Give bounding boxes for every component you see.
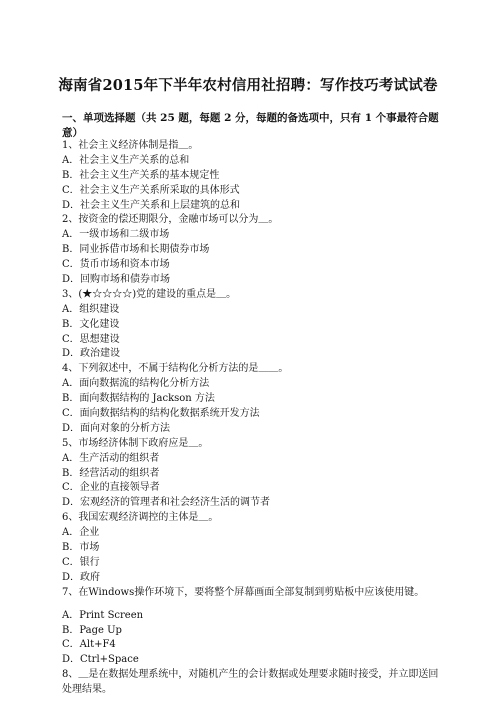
option-line: B．Page Up <box>62 624 122 636</box>
option-line: A．Print Screen <box>62 609 144 621</box>
option-line: D．政府 <box>62 571 101 583</box>
section-heading: 一、单项选择题（共 25 题，每题 2 分，每题的备选项中，只有 1 个事最符合题意） <box>62 112 439 139</box>
option-line: B．经营活动的组织者 <box>62 467 160 479</box>
question-line: 4、下列叙述中，不属于结构化分析方法的是＿＿。 <box>62 363 289 375</box>
option-line: D．面向对象的分析方法 <box>62 422 171 434</box>
option-line: C．企业的直接领导者 <box>62 482 160 494</box>
question-line: 8、＿是在数据处理系统中，对随机产生的会计数据或处理要求随时接受，并立即送回处理结果。 <box>62 669 439 696</box>
question-line: 5、市场经济体制下政府应是＿。 <box>62 437 209 449</box>
option-line: D．Ctrl+Space <box>62 654 139 666</box>
question-list <box>62 139 442 698</box>
option-line: C．银行 <box>62 556 100 568</box>
blank-line <box>62 601 442 609</box>
document-title: 海南省2015年下半年农村信用社招聘：写作技巧考试试卷 <box>58 77 438 94</box>
option-line: B．市场 <box>62 542 100 554</box>
option-line: C．思想建设 <box>62 333 120 345</box>
option-line: D．社会主义生产关系和上层建筑的总和 <box>62 199 241 211</box>
option-line: B．文化建设 <box>62 318 120 330</box>
option-line: C．货币市场和资本市场 <box>62 259 170 271</box>
option-line: C．社会主义生产关系所采取的具体形式 <box>62 184 240 196</box>
question-line: 1、社会主义经济体制是指＿。 <box>62 140 199 151</box>
option-line: D．宏观经济的管理者和社会经济生活的调节者 <box>62 497 271 509</box>
option-line: B．社会主义生产关系的基本规定性 <box>62 169 220 181</box>
question-line: 3、(★☆☆☆☆)党的建设的重点是＿。 <box>62 288 237 300</box>
option-line: B．面向数据结构的 Jackson 方法 <box>62 393 215 405</box>
question-line: 6、我国宏观经济调控的主体是＿。 <box>62 512 219 524</box>
option-line: D．回购市场和债券市场 <box>62 274 171 286</box>
option-line: D．政治建设 <box>62 348 121 360</box>
question-line: 2、按资金的偿还期限分，金融市场可以分为＿。 <box>62 214 279 226</box>
option-line: A．组织建设 <box>62 303 120 315</box>
option-line: A．面向数据流的结构化分析方法 <box>62 378 210 390</box>
option-line: A．生产活动的组织者 <box>62 452 160 464</box>
option-line: A．社会主义生产关系的总和 <box>62 154 190 166</box>
question-line: 7、在Windows操作环境下，要将整个屏幕画面全部复制到剪贴板中应该使用键。 <box>62 586 425 598</box>
option-line: C．Alt+F4 <box>62 639 116 651</box>
option-line: C．面向数据结构的结构化数据系统开发方法 <box>62 408 260 420</box>
option-line: A．企业 <box>62 527 100 539</box>
option-line: A．一级市场和二级市场 <box>62 229 170 241</box>
option-line: B．同业拆借市场和长期债券市场 <box>62 244 210 256</box>
